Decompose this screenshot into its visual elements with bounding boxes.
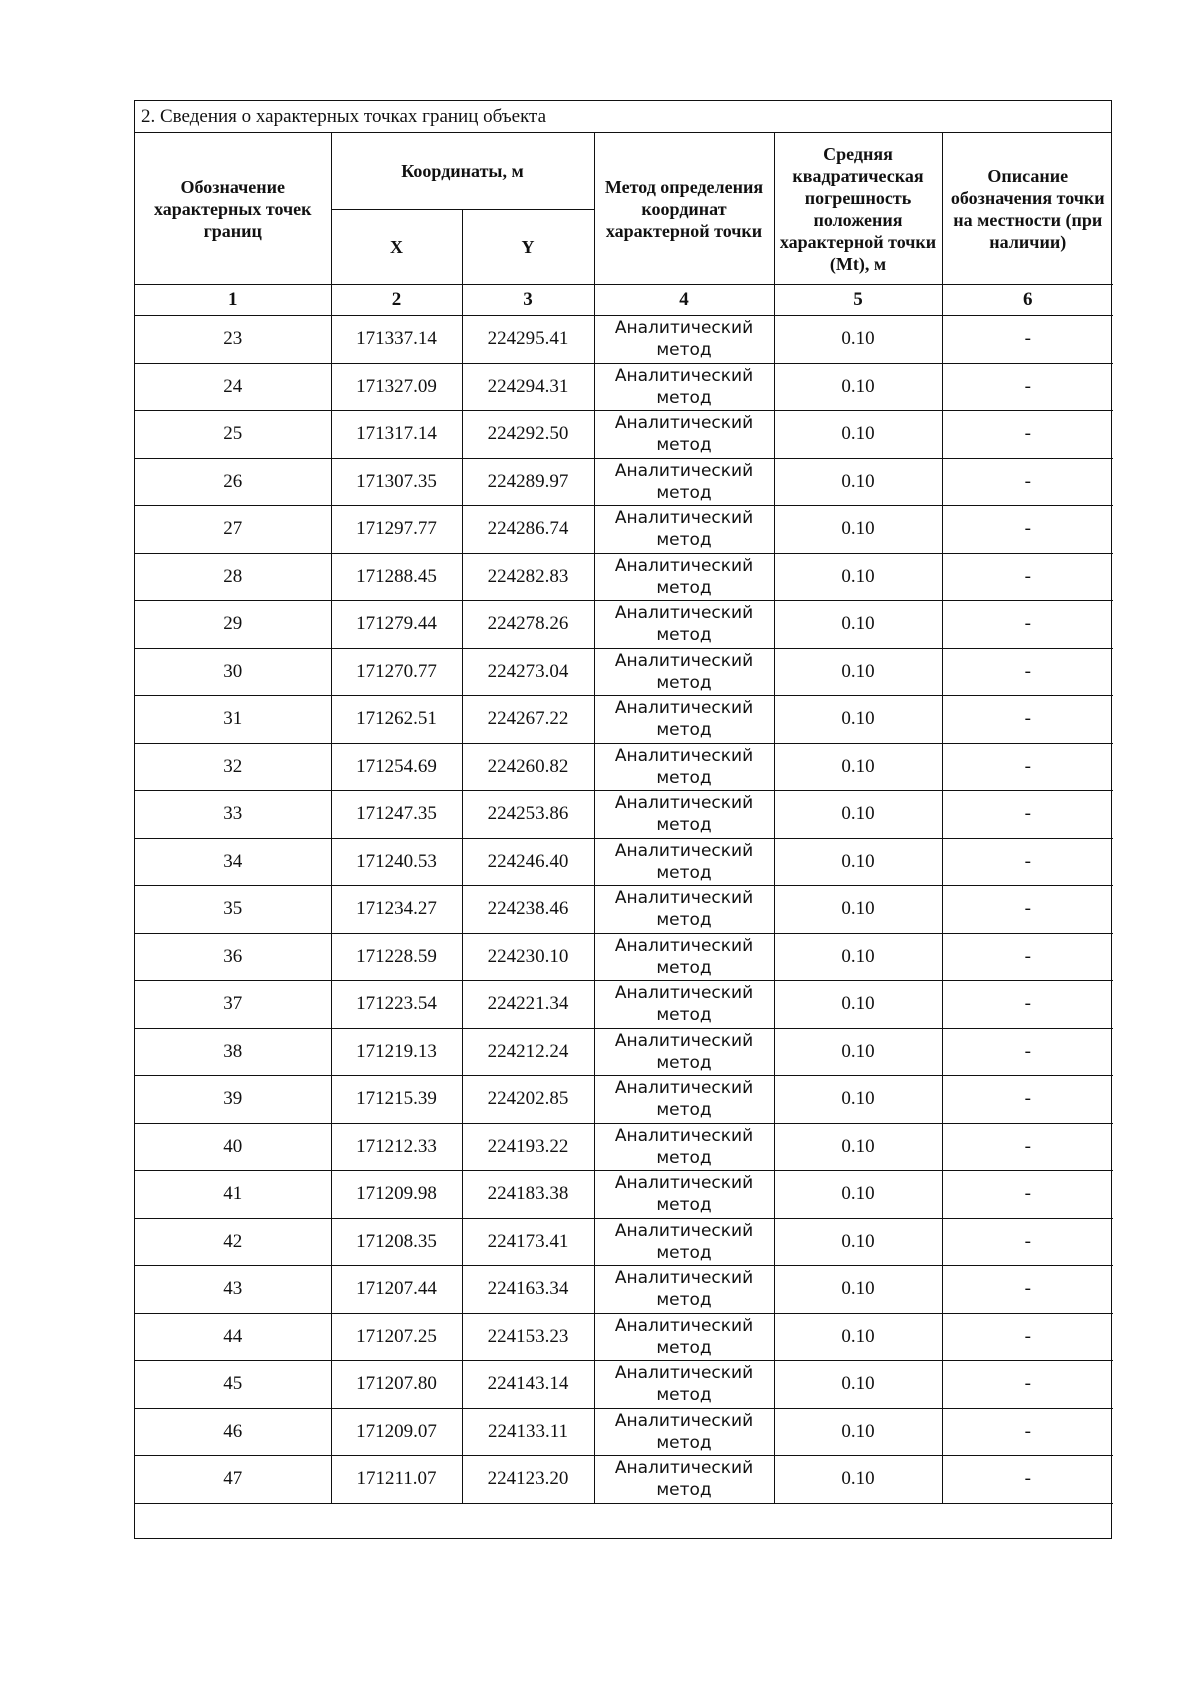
cell-description: - xyxy=(942,743,1113,791)
cell-x: 171219.13 xyxy=(331,1028,462,1076)
cell-description: - xyxy=(942,1408,1113,1456)
table-row xyxy=(135,696,1113,744)
column-number: 4 xyxy=(594,285,774,316)
cell-method: Аналитический метод xyxy=(594,1456,774,1504)
header-y: Y xyxy=(462,210,594,285)
table-row xyxy=(135,933,1113,981)
cell-mt: 0.10 xyxy=(774,601,942,649)
cell-x: 171207.44 xyxy=(331,1266,462,1314)
cell-description: - xyxy=(942,316,1113,364)
cell-mt: 0.10 xyxy=(774,648,942,696)
cell-x: 171279.44 xyxy=(331,601,462,649)
table-row xyxy=(135,886,1113,934)
cell-mt: 0.10 xyxy=(774,506,942,554)
cell-mt: 0.10 xyxy=(774,981,942,1029)
cell-description: - xyxy=(942,933,1113,981)
cell-y: 224282.83 xyxy=(462,553,594,601)
cell-x: 171207.25 xyxy=(331,1313,462,1361)
cell-x: 171209.07 xyxy=(331,1408,462,1456)
cell-method: Аналитический метод xyxy=(594,458,774,506)
table-row xyxy=(135,506,1113,554)
cell-method: Аналитический метод xyxy=(594,601,774,649)
cell-point-id: 26 xyxy=(135,458,331,506)
cell-description: - xyxy=(942,1266,1113,1314)
cell-x: 171215.39 xyxy=(331,1076,462,1124)
cell-x: 171317.14 xyxy=(331,411,462,459)
cell-mt: 0.10 xyxy=(774,933,942,981)
table-row xyxy=(135,363,1113,411)
cell-mt: 0.10 xyxy=(774,1123,942,1171)
empty-cell xyxy=(135,1503,1113,1538)
cell-mt: 0.10 xyxy=(774,1408,942,1456)
cell-x: 171209.98 xyxy=(331,1171,462,1219)
table-row xyxy=(135,411,1113,459)
cell-mt: 0.10 xyxy=(774,1456,942,1504)
cell-point-id: 24 xyxy=(135,363,331,411)
table-row xyxy=(135,601,1113,649)
cell-description: - xyxy=(942,1218,1113,1266)
cell-description: - xyxy=(942,981,1113,1029)
cell-x: 171223.54 xyxy=(331,981,462,1029)
cell-x: 171211.07 xyxy=(331,1456,462,1504)
header-method: Метод определения координат характерной точки xyxy=(594,133,774,285)
cell-x: 171247.35 xyxy=(331,791,462,839)
cell-y: 224278.26 xyxy=(462,601,594,649)
cell-mt: 0.10 xyxy=(774,1171,942,1219)
table-row xyxy=(135,743,1113,791)
cell-x: 171234.27 xyxy=(331,886,462,934)
section-title: 2. Сведения о характерных точках границ объекта xyxy=(135,101,1111,133)
cell-mt: 0.10 xyxy=(774,886,942,934)
cell-mt: 0.10 xyxy=(774,696,942,744)
cell-method: Аналитический метод xyxy=(594,363,774,411)
cell-y: 224260.82 xyxy=(462,743,594,791)
cell-method: Аналитический метод xyxy=(594,1218,774,1266)
cell-mt: 0.10 xyxy=(774,363,942,411)
cell-point-id: 23 xyxy=(135,316,331,364)
table-body xyxy=(135,316,1113,1538)
cell-y: 224230.10 xyxy=(462,933,594,981)
table-row xyxy=(135,1028,1113,1076)
cell-description: - xyxy=(942,1076,1113,1124)
header-error: Средняя квадратическая погрешность положения характерной точки (Mt), м xyxy=(774,133,942,285)
table-row xyxy=(135,1456,1113,1504)
cell-description: - xyxy=(942,648,1113,696)
header-coordinates: Координаты, м xyxy=(331,133,594,210)
cell-point-id: 33 xyxy=(135,791,331,839)
cell-y: 224123.20 xyxy=(462,1456,594,1504)
cell-method: Аналитический метод xyxy=(594,981,774,1029)
table-row xyxy=(135,1361,1113,1409)
cell-point-id: 47 xyxy=(135,1456,331,1504)
cell-y: 224212.24 xyxy=(462,1028,594,1076)
column-number: 5 xyxy=(774,285,942,316)
cell-method: Аналитический метод xyxy=(594,1408,774,1456)
cell-point-id: 42 xyxy=(135,1218,331,1266)
cell-method: Аналитический метод xyxy=(594,1313,774,1361)
cell-x: 171327.09 xyxy=(331,363,462,411)
cell-point-id: 25 xyxy=(135,411,331,459)
cell-x: 171337.14 xyxy=(331,316,462,364)
table-row xyxy=(135,1218,1113,1266)
cell-mt: 0.10 xyxy=(774,1028,942,1076)
cell-description: - xyxy=(942,506,1113,554)
cell-point-id: 44 xyxy=(135,1313,331,1361)
cell-mt: 0.10 xyxy=(774,1076,942,1124)
cell-y: 224173.41 xyxy=(462,1218,594,1266)
cell-mt: 0.10 xyxy=(774,838,942,886)
cell-y: 224143.14 xyxy=(462,1361,594,1409)
cell-description: - xyxy=(942,363,1113,411)
boundary-points-table xyxy=(135,133,1113,1538)
cell-method: Аналитический метод xyxy=(594,886,774,934)
cell-point-id: 41 xyxy=(135,1171,331,1219)
cell-description: - xyxy=(942,696,1113,744)
cell-description: - xyxy=(942,1123,1113,1171)
cell-method: Аналитический метод xyxy=(594,1028,774,1076)
cell-x: 171288.45 xyxy=(331,553,462,601)
cell-x: 171212.33 xyxy=(331,1123,462,1171)
cell-x: 171228.59 xyxy=(331,933,462,981)
cell-method: Аналитический метод xyxy=(594,1076,774,1124)
cell-point-id: 30 xyxy=(135,648,331,696)
header-x: X xyxy=(331,210,462,285)
cell-point-id: 27 xyxy=(135,506,331,554)
table-row xyxy=(135,316,1113,364)
cell-y: 224292.50 xyxy=(462,411,594,459)
cell-y: 224238.46 xyxy=(462,886,594,934)
cell-description: - xyxy=(942,1313,1113,1361)
cell-description: - xyxy=(942,1456,1113,1504)
cell-y: 224294.31 xyxy=(462,363,594,411)
cell-mt: 0.10 xyxy=(774,458,942,506)
cell-method: Аналитический метод xyxy=(594,316,774,364)
cell-method: Аналитический метод xyxy=(594,743,774,791)
cell-x: 171297.77 xyxy=(331,506,462,554)
cell-point-id: 36 xyxy=(135,933,331,981)
empty-row xyxy=(135,1503,1113,1538)
cell-method: Аналитический метод xyxy=(594,553,774,601)
table-row xyxy=(135,791,1113,839)
cell-method: Аналитический метод xyxy=(594,411,774,459)
cell-y: 224267.22 xyxy=(462,696,594,744)
cell-method: Аналитический метод xyxy=(594,648,774,696)
table-row xyxy=(135,1313,1113,1361)
cell-x: 171270.77 xyxy=(331,648,462,696)
table-row xyxy=(135,1123,1113,1171)
cell-point-id: 45 xyxy=(135,1361,331,1409)
cell-point-id: 34 xyxy=(135,838,331,886)
cell-mt: 0.10 xyxy=(774,1313,942,1361)
cell-description: - xyxy=(942,886,1113,934)
cell-point-id: 40 xyxy=(135,1123,331,1171)
cell-y: 224286.74 xyxy=(462,506,594,554)
cell-y: 224289.97 xyxy=(462,458,594,506)
cell-y: 224153.23 xyxy=(462,1313,594,1361)
cell-point-id: 32 xyxy=(135,743,331,791)
header-description: Описание обозначения точки на местности (при наличии) xyxy=(942,133,1113,285)
cell-y: 224133.11 xyxy=(462,1408,594,1456)
cell-description: - xyxy=(942,411,1113,459)
cell-description: - xyxy=(942,458,1113,506)
cell-description: - xyxy=(942,1028,1113,1076)
cell-point-id: 38 xyxy=(135,1028,331,1076)
cell-point-id: 37 xyxy=(135,981,331,1029)
cell-method: Аналитический метод xyxy=(594,838,774,886)
cell-method: Аналитический метод xyxy=(594,933,774,981)
cell-point-id: 35 xyxy=(135,886,331,934)
table-row xyxy=(135,981,1113,1029)
cell-description: - xyxy=(942,838,1113,886)
cell-y: 224273.04 xyxy=(462,648,594,696)
cell-mt: 0.10 xyxy=(774,1266,942,1314)
cell-method: Аналитический метод xyxy=(594,1266,774,1314)
column-number: 3 xyxy=(462,285,594,316)
cell-point-id: 29 xyxy=(135,601,331,649)
cell-mt: 0.10 xyxy=(774,791,942,839)
cell-y: 224253.86 xyxy=(462,791,594,839)
cell-mt: 0.10 xyxy=(774,553,942,601)
cell-x: 171307.35 xyxy=(331,458,462,506)
cell-x: 171208.35 xyxy=(331,1218,462,1266)
table-row xyxy=(135,458,1113,506)
cell-mt: 0.10 xyxy=(774,1218,942,1266)
cell-y: 224163.34 xyxy=(462,1266,594,1314)
column-number: 1 xyxy=(135,285,331,316)
column-number: 2 xyxy=(331,285,462,316)
cell-y: 224246.40 xyxy=(462,838,594,886)
cell-description: - xyxy=(942,601,1113,649)
cell-x: 171254.69 xyxy=(331,743,462,791)
cell-method: Аналитический метод xyxy=(594,1123,774,1171)
table-row xyxy=(135,1076,1113,1124)
cell-mt: 0.10 xyxy=(774,411,942,459)
cell-point-id: 31 xyxy=(135,696,331,744)
cell-y: 224295.41 xyxy=(462,316,594,364)
cell-x: 171207.80 xyxy=(331,1361,462,1409)
cell-point-id: 28 xyxy=(135,553,331,601)
header-designation: Обозначение характерных точек границ xyxy=(135,133,331,285)
cell-x: 171240.53 xyxy=(331,838,462,886)
cell-point-id: 43 xyxy=(135,1266,331,1314)
column-number: 6 xyxy=(942,285,1113,316)
cell-description: - xyxy=(942,791,1113,839)
table-row xyxy=(135,1171,1113,1219)
cell-mt: 0.10 xyxy=(774,743,942,791)
cell-method: Аналитический метод xyxy=(594,791,774,839)
cell-description: - xyxy=(942,1361,1113,1409)
table-row xyxy=(135,1408,1113,1456)
cell-mt: 0.10 xyxy=(774,1361,942,1409)
cell-description: - xyxy=(942,553,1113,601)
cell-method: Аналитический метод xyxy=(594,506,774,554)
table-row xyxy=(135,648,1113,696)
cell-x: 171262.51 xyxy=(331,696,462,744)
table-row xyxy=(135,1266,1113,1314)
cell-point-id: 39 xyxy=(135,1076,331,1124)
cell-y: 224193.22 xyxy=(462,1123,594,1171)
cell-mt: 0.10 xyxy=(774,316,942,364)
cell-method: Аналитический метод xyxy=(594,1171,774,1219)
cell-description: - xyxy=(942,1171,1113,1219)
cell-method: Аналитический метод xyxy=(594,696,774,744)
cell-y: 224221.34 xyxy=(462,981,594,1029)
table-row xyxy=(135,553,1113,601)
cell-y: 224183.38 xyxy=(462,1171,594,1219)
table-row xyxy=(135,838,1113,886)
cell-point-id: 46 xyxy=(135,1408,331,1456)
boundary-points-sheet xyxy=(134,100,1112,1539)
cell-method: Аналитический метод xyxy=(594,1361,774,1409)
cell-y: 224202.85 xyxy=(462,1076,594,1124)
